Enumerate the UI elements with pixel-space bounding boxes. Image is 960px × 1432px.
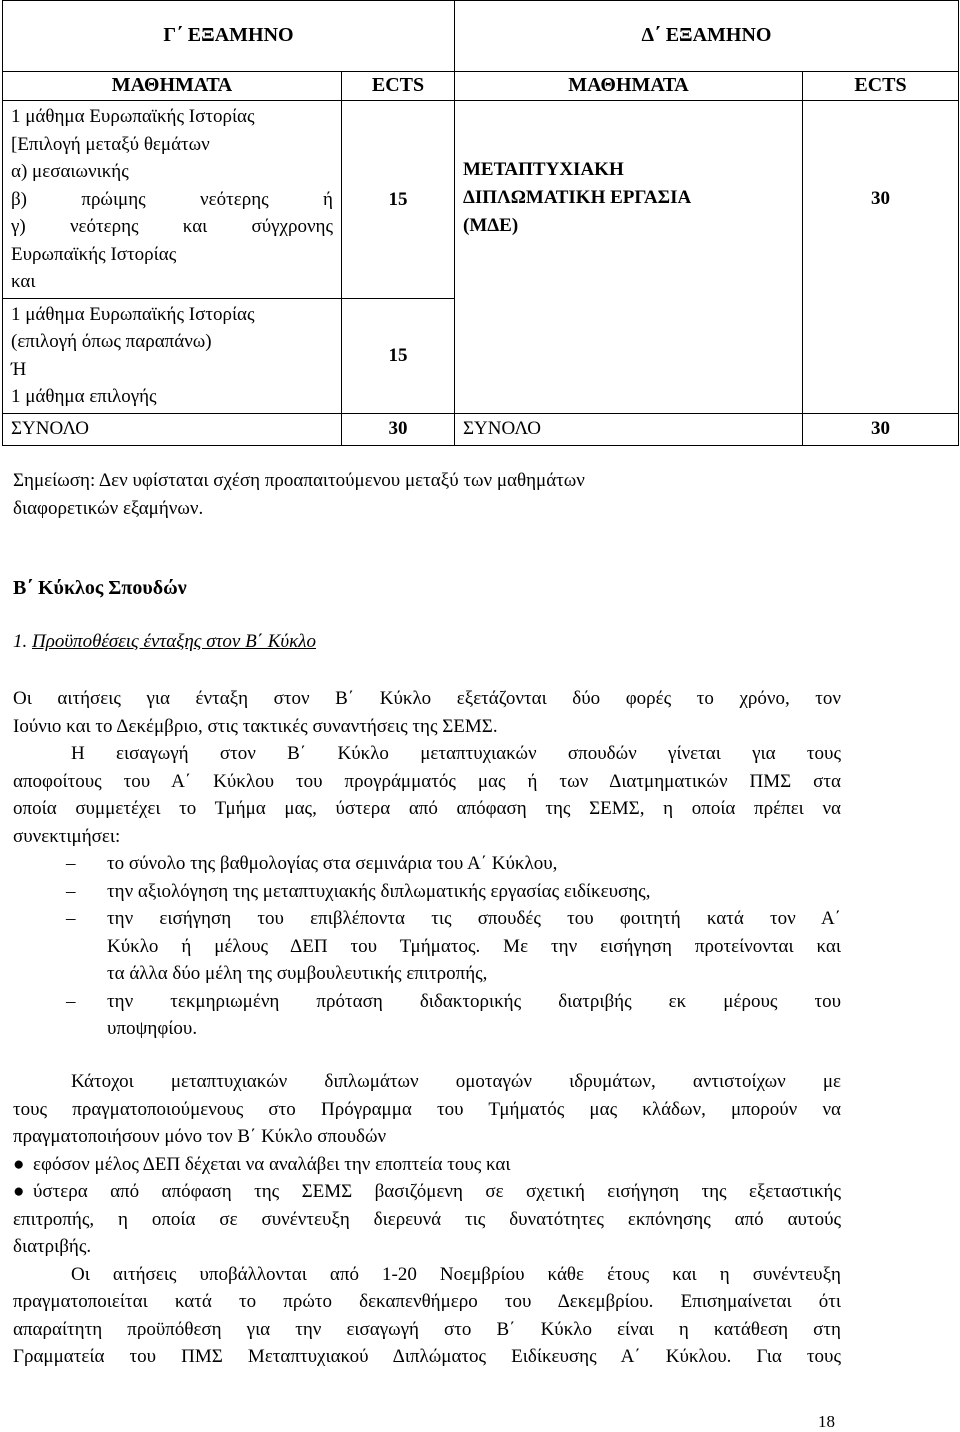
- ects-column-header: ECTS: [342, 72, 455, 101]
- courses-column-header-2: ΜΑΘΗΜΑΤΑ: [455, 72, 803, 101]
- paragraph-applications: [13, 685, 841, 1043]
- dash-marker: –: [66, 853, 76, 874]
- section-heading: Β΄ Κύκλος Σπουδών: [13, 577, 187, 599]
- list-item-line: την εισήγηση του επιβλέποντα τις σπουδές του φοιτητή κατά τον Α΄: [107, 908, 841, 929]
- course-line: (επιλογή όπως παραπάνω): [11, 331, 212, 352]
- note-line: Σημείωση: Δεν υφίσταται σχέση προαπαιτούμενου μεταξύ των μαθημάτων: [13, 470, 585, 491]
- list-item-line: υποψηφίου.: [107, 1018, 198, 1039]
- course-line: 1 μάθημα Ευρωπαϊκής Ιστορίας: [11, 303, 255, 325]
- course-line: α) μεσαιωνικής: [11, 161, 129, 182]
- course-line: 1 μάθημα Ευρωπαϊκής Ιστορίας: [11, 106, 255, 127]
- bullet-marker: ●: [13, 1181, 25, 1202]
- list-item-line: τα άλλα δύο μέλη της συμβουλευτικής επιτροπής,: [107, 963, 488, 984]
- courses-column-header: ΜΑΘΗΜΑΤΑ: [3, 72, 342, 101]
- course-line: γ) νεότερης και σύγχρονης: [11, 216, 333, 237]
- bullet-line: διατριβής.: [13, 1236, 92, 1257]
- criteria-list: [13, 850, 841, 1043]
- page-number: 18: [818, 1412, 835, 1431]
- paragraph-line: Ιούνιο και το Δεκέμβριο, στις τακτικές συναντήσεις της ΣΕΜΣ.: [13, 715, 498, 737]
- ects-column-header-2: ECTS: [803, 72, 959, 101]
- course-line: Ή: [11, 358, 27, 380]
- subsection-heading: [13, 631, 841, 653]
- paragraph-line: συνεκτιμήσει:: [13, 825, 121, 847]
- paragraph-line: πραγματοποιείται κατά το πρώτο δεκαπενθήμερο του Δεκεμβρίου. Επισημαίνεται ότι: [13, 1291, 841, 1312]
- course-elective: [3, 298, 342, 413]
- bullet-line: επιτροπής, η οποία σε συνέντευξη διερευνά τις δυνατότητες εκπόνησης από αυτούς: [13, 1208, 841, 1230]
- paragraph-line: απαραίτητη προϋπόθεση για την εισαγωγή στο Β΄ Κύκλο είναι η κατάθεση στη: [13, 1318, 841, 1340]
- paragraph-line: Οι αιτήσεις για ένταξη στον Β΄ Κύκλο εξετάζονται δύο φορές το χρόνο, τον: [13, 688, 841, 709]
- list-item-line: Κύκλο ή μέλους ΔΕΠ του Τμήματος. Με την εισήγηση προτείνονται και: [107, 935, 841, 957]
- note: [13, 467, 841, 522]
- thesis-line: ΔΙΠΛΩΜΑΤΙΚΗ ΕΡΓΑΣΙΑ: [463, 187, 692, 208]
- thesis-cell: [455, 101, 803, 414]
- list-item-line: το σύνολο της βαθμολογίας στα σεμινάρια του Α΄ Κύκλου,: [107, 853, 558, 874]
- course-line: β) πρώιμης νεότερης ή: [11, 188, 333, 210]
- list-item: [13, 988, 841, 1043]
- paragraph-holders: [13, 1068, 841, 1371]
- total-label: ΣΥΝΟΛΟ: [3, 413, 342, 445]
- total-c-value: 30: [342, 413, 455, 445]
- dash-marker: –: [66, 990, 76, 1012]
- list-item-line: την τεκμηριωμένη πρόταση διδακτορικής διατριβής εκ μέρους του: [107, 990, 841, 1012]
- paragraph-line: Γραμματεία του ΠΜΣ Μεταπτυχιακού Διπλώματος Ειδίκευσης Α΄ Κύκλου. Για τους: [13, 1346, 841, 1367]
- paragraph-line: Οι αιτήσεις υποβάλλονται από 1-20 Νοεμβρίου κάθε έτους και η συνέντευξη: [71, 1263, 841, 1285]
- bullet-line: ύστερα από απόφαση της ΣΕΜΣ βασιζόμενη σε σχετική εισήγηση της εξεταστικής: [33, 1181, 841, 1202]
- bullet-line: εφόσον μέλος ΔΕΠ δέχεται να αναλάβει την εποπτεία τους και: [33, 1153, 511, 1175]
- bullet-item: [13, 1178, 841, 1206]
- note-line: διαφορετικών εξαμήνων.: [13, 497, 204, 519]
- paragraph-line: Η εισαγωγή στον Β΄ Κύκλο μεταπτυχιακών σπουδών γίνεται για τους: [71, 743, 841, 764]
- course-european-history: [3, 101, 342, 299]
- dash-marker: –: [66, 908, 76, 929]
- course-line: Ευρωπαϊκής Ιστορίας: [11, 243, 177, 265]
- thesis-line: (ΜΔΕ): [463, 215, 519, 236]
- semester-d-header: Δ΄ ΕΞΑΜΗΝΟ: [455, 1, 959, 72]
- dash-marker: –: [66, 880, 76, 902]
- list-item: [13, 850, 841, 878]
- list-item-line: την αξιολόγηση της μεταπτυχιακής διπλωματικής εργασίας ειδίκευσης,: [107, 880, 651, 902]
- list-item: [13, 905, 841, 988]
- thesis-ects-value: 30: [803, 101, 959, 414]
- total-d-value: 30: [803, 413, 959, 445]
- semester-c-header: Γ΄ ΕΞΑΜΗΝΟ: [3, 1, 455, 72]
- subsection-title: Προϋποθέσεις ένταξης στον Β΄ Κύκλο: [32, 631, 316, 652]
- paragraph-line: Κάτοχοι μεταπτυχιακών διπλωμάτων ομοταγών ιδρυμάτων, αντιστοίχων με: [71, 1071, 841, 1092]
- semester-table: [2, 0, 959, 446]
- course-line: 1 μάθημα επιλογής: [11, 386, 157, 407]
- bullet-item: [13, 1151, 841, 1179]
- bullet-marker: ●: [13, 1153, 25, 1175]
- list-item: [13, 878, 841, 906]
- paragraph-line: πραγματοποιήσουν μόνο τον Β΄ Κύκλο σπουδών: [13, 1126, 387, 1147]
- thesis-line: ΜΕΤΑΠΤΥΧΙΑΚΗ: [463, 159, 624, 180]
- paragraph-line: αποφοίτους του Α΄ Κύκλου του προγράμματός μας ή των Διατμηματικών ΠΜΣ στα: [13, 770, 841, 792]
- subsection-number: 1.: [13, 631, 28, 652]
- course-ects-value: 15: [342, 298, 455, 413]
- total-label-2: ΣΥΝΟΛΟ: [455, 413, 803, 445]
- paragraph-line: τους πραγματοποιούμενους στο Πρόγραμμα του Τμήματός μας κλάδων, μπορούν να: [13, 1098, 841, 1120]
- course-line: και: [11, 271, 36, 292]
- course-ects-value: 15: [342, 101, 455, 299]
- course-line: [Επιλογή μεταξύ θεμάτων: [11, 133, 210, 155]
- paragraph-line: οποία συμμετέχει το Τμήμα μας, ύστερα από απόφαση της ΣΕΜΣ, η οποία πρέπει να: [13, 798, 841, 819]
